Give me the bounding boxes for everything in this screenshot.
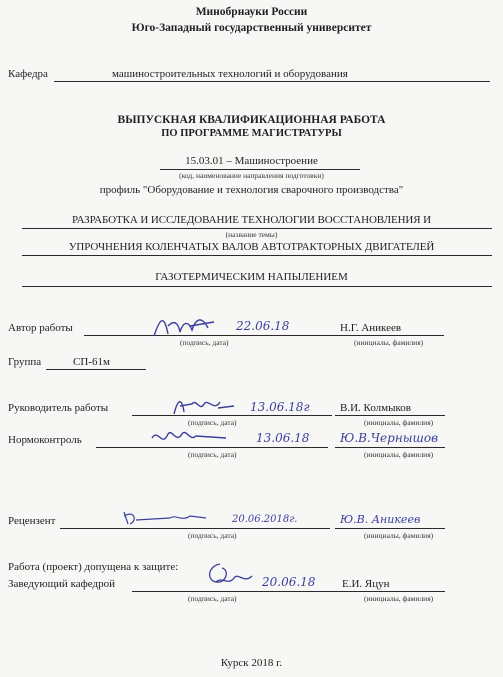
topic-underline-3 [22, 286, 492, 287]
normcontrol-date: 13.06.18 [256, 431, 310, 445]
normcontrol-signature-caption: (подпись, дата) [188, 450, 237, 459]
author-signature-caption: (подпись, дата) [180, 338, 229, 347]
reviewer-date: 20.06.2018г. [232, 514, 298, 525]
reviewer-name-line [335, 528, 445, 529]
author-signature [150, 312, 220, 340]
normcontrol-name-line [335, 447, 445, 448]
reviewer-name: Ю.В. Аникеев [340, 513, 421, 526]
author-name-line [318, 335, 444, 336]
profile-value: профиль "Оборудование и технология сварочного производства" [99, 184, 404, 196]
head-date: 20.06.18 [262, 575, 316, 589]
direction-caption: (код, наименование направления подготовки) [179, 171, 324, 180]
direction-value: 15.03.01 – Машиностроение [185, 155, 318, 167]
head-signature-caption: (подпись, дата) [188, 594, 237, 603]
topic-line-1: РАЗРАБОТКА И ИССЛЕДОВАНИЕ ТЕХНОЛОГИИ ВОССТАНОВЛЕНИЯ И [71, 214, 432, 226]
topic-caption: (название темы) [225, 230, 278, 239]
ministry-name: Минобрнауки России [195, 6, 308, 18]
reviewer-label: Рецензент [8, 515, 56, 527]
department-value: машиностроительных технологий и оборудования [112, 68, 348, 80]
supervisor-name-caption: (инициалы, фамилия) [364, 418, 434, 427]
topic-underline-1 [22, 228, 492, 229]
department-underline [54, 81, 490, 82]
normcontrol-label: Нормоконтроль [8, 434, 82, 446]
topic-line-2: УПРОЧНЕНИЯ КОЛЕНЧАТЫХ ВАЛОВ АВТОТРАКТОРНЫХ ДВИГАТЕЛЕЙ [68, 241, 435, 253]
reviewer-signature-caption: (подпись, дата) [188, 531, 237, 540]
group-label: Группа [8, 356, 42, 368]
normcontrol-signature [150, 426, 230, 450]
reviewer-name-caption: (инициалы, фамилия) [364, 531, 434, 540]
group-value: СП-61м [73, 356, 110, 368]
reviewer-signature-line [60, 528, 330, 529]
author-label: Автор работы [8, 322, 73, 334]
author-name-caption: (инициалы, фамилия) [354, 338, 424, 347]
reviewer-signature [120, 506, 210, 528]
admission-statement: Работа (проект) допущена к защите: [8, 561, 179, 573]
work-type-title: ВЫПУСКНАЯ КВАЛИФИКАЦИОННАЯ РАБОТА [117, 114, 386, 126]
topic-underline-2 [22, 255, 492, 256]
city-year: Курск 2018 г. [220, 657, 283, 669]
head-name-caption: (инициалы, фамилия) [364, 594, 434, 603]
program-title: ПО ПРОГРАММЕ МАГИСТРАТУРЫ [161, 128, 342, 139]
supervisor-signature-caption: (подпись, дата) [188, 418, 237, 427]
supervisor-name: В.И. Колмыков [340, 402, 411, 414]
normcontrol-name: Ю.В.Чернышов [340, 431, 439, 445]
head-name: Е.И. Яцун [342, 578, 390, 590]
author-date: 22.06.18 [236, 319, 290, 333]
supervisor-name-line [335, 415, 445, 416]
normcontrol-name-caption: (инициалы, фамилия) [364, 450, 434, 459]
supervisor-label: Руководитель работы [8, 402, 109, 414]
head-signature [200, 560, 260, 592]
head-of-department-label: Заведующий кафедрой [8, 578, 115, 590]
supervisor-date: 13.06.18г [250, 400, 310, 414]
university-name: Юго-Западный государственный университет [131, 22, 372, 34]
group-underline [46, 369, 146, 370]
department-label: Кафедра [8, 68, 48, 80]
author-name: Н.Г. Аникеев [340, 322, 402, 334]
head-name-line [325, 591, 445, 592]
topic-line-3: ГАЗОТЕРМИЧЕСКИМ НАПЫЛЕНИЕМ [155, 271, 348, 283]
supervisor-signature [170, 394, 240, 418]
direction-underline [160, 169, 360, 170]
